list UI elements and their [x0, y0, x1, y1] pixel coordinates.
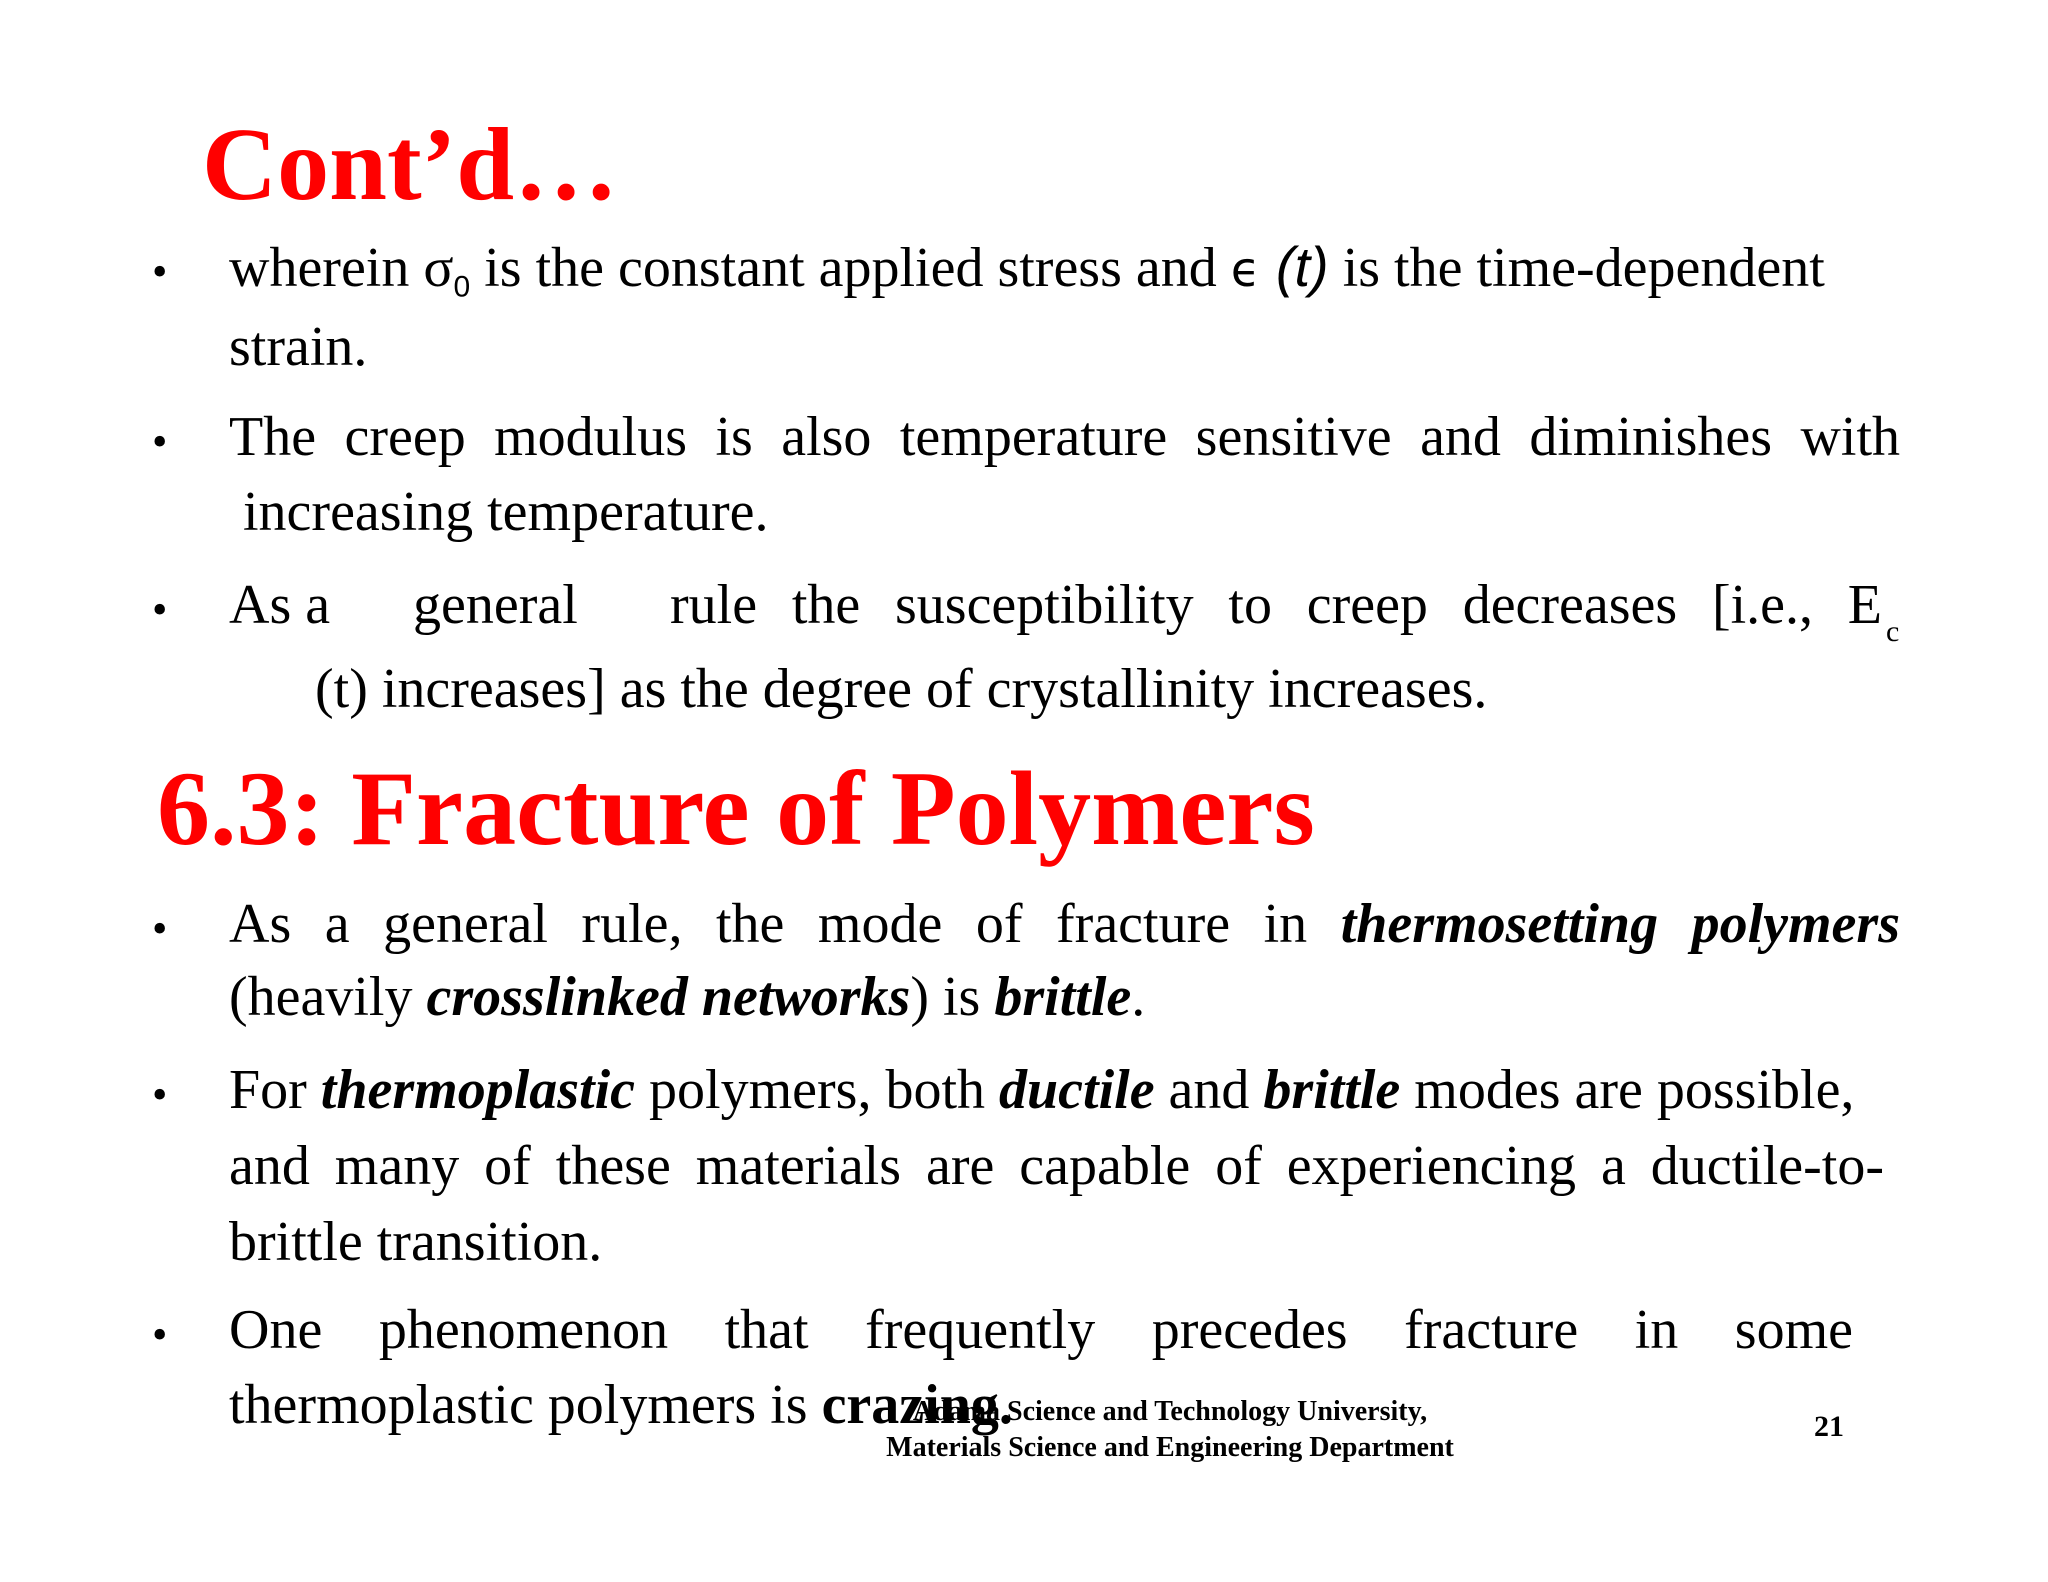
text-segment: rule the susceptibility to creep decreases [i.e., E	[670, 574, 1882, 636]
footer-university: Adama Science and Technology University,	[912, 1396, 1428, 1427]
bullet-2-line-1: The creep modulus is also temperature sensitive and diminishes with	[229, 406, 1900, 468]
bullet-3-line-1	[670, 573, 1882, 637]
bullet-dot: •	[152, 585, 168, 634]
text-segment: For	[229, 1059, 321, 1121]
text-segment: wherein σ	[229, 237, 454, 299]
text-segment: polymers, both	[635, 1059, 1000, 1121]
bullet-1-line-2: strain.	[229, 316, 368, 378]
text-segment: ) is	[910, 966, 995, 1028]
bullet-dot: •	[152, 1070, 168, 1119]
text-segment: thermoplastic polymers is	[229, 1374, 822, 1436]
emphasis: brittle	[1263, 1059, 1401, 1121]
emphasis: brittle	[994, 966, 1132, 1028]
emphasis: crazing.	[821, 1374, 1013, 1436]
section-title: 6.3: Fracture of Polymers	[157, 750, 1315, 867]
page-number: 21	[1814, 1410, 1844, 1443]
emphasis: crosslinked networks	[426, 966, 911, 1028]
bullet-6-line-1: One phenomenon that frequently precedes fracture in some	[229, 1299, 1853, 1361]
text-segment: and	[1154, 1059, 1264, 1121]
slide-title: Cont’d…	[202, 107, 619, 222]
time-variable: (t)	[1260, 235, 1329, 298]
emphasis: thermosetting polymers	[1340, 893, 1900, 955]
bullet-1-line-1	[229, 235, 1825, 320]
emphasis: thermoplastic	[320, 1059, 636, 1121]
text-segment: is the constant applied stress and	[470, 237, 1231, 299]
bullet-dot: •	[152, 417, 168, 466]
footer-department: Materials Science and Engineering Department	[886, 1432, 1454, 1463]
epsilon-symbol: ϵ	[1230, 242, 1261, 298]
bullet-dot: •	[152, 904, 168, 953]
subscript: 0	[453, 270, 471, 304]
bullet-3-word: general	[413, 574, 578, 636]
bullet-3-line-2: (t) increases] as the degree of crystallinity increases.	[315, 658, 1488, 720]
emphasis: ductile	[999, 1059, 1155, 1121]
bullet-5-line-1	[229, 1058, 1854, 1122]
text-segment: is the time-dependent	[1328, 237, 1825, 299]
text-segment: As a general rule, the mode of fracture in	[229, 893, 1341, 955]
bullet-3-word: As a	[229, 574, 331, 636]
bullet-4-line-1	[229, 892, 1900, 956]
bullet-5-line-2: and many of these materials are capable of experiencing a ductile-to-	[229, 1135, 1884, 1197]
bullet-5-line-3: brittle transition.	[229, 1211, 603, 1273]
bullet-dot: •	[152, 247, 168, 296]
subscript: c	[1886, 615, 1900, 648]
bullet-dot: •	[152, 1310, 168, 1359]
text-segment: .	[1131, 966, 1146, 1028]
bullet-2-line-2: increasing temperature.	[243, 481, 769, 543]
text-segment: (heavily	[229, 966, 427, 1028]
bullet-4-line-2	[229, 965, 1145, 1029]
text-segment: modes are possible,	[1400, 1059, 1855, 1121]
